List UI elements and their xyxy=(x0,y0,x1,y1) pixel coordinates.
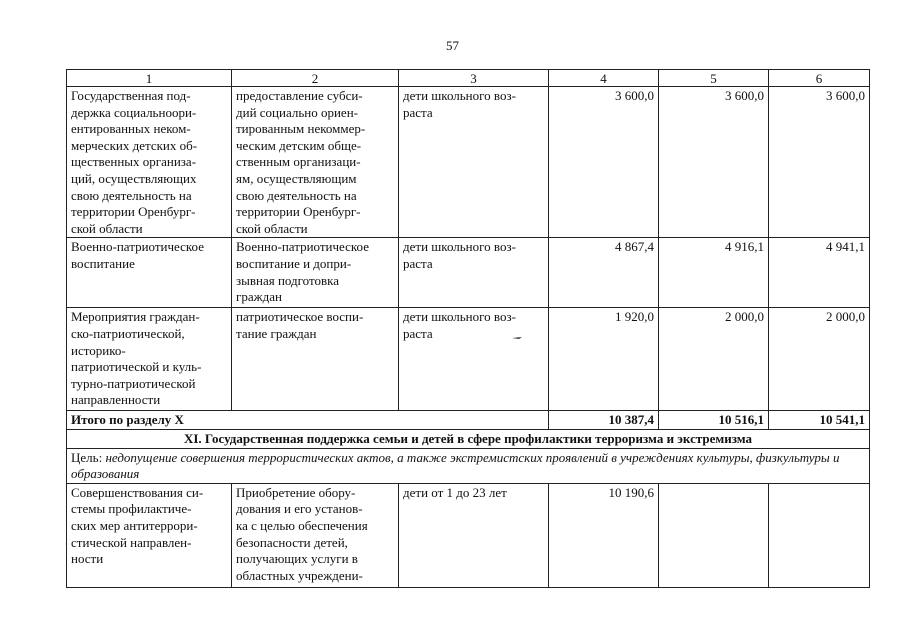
measure-content: предоставление субси- дий социально ориен- тированным некоммер- ческим детским обще- ственным организаци- ям, осуществляющим свою деятельность на территории Оренбург- ской области xyxy=(232,87,399,238)
section-title-row xyxy=(67,429,870,448)
section-total-row xyxy=(67,411,870,430)
column-header: 1 xyxy=(67,70,232,87)
target-group: дети школьного воз- раста xyxy=(399,308,549,411)
table-row xyxy=(67,238,870,308)
value-year-2 xyxy=(659,483,769,587)
column-header: 3 xyxy=(399,70,549,87)
target-group: дети школьного воз- раста xyxy=(399,238,549,308)
total-year-1: 10 387,4 xyxy=(549,411,659,430)
total-year-2: 10 516,1 xyxy=(659,411,769,430)
value-year-1: 3 600,0 xyxy=(549,87,659,238)
goal-row xyxy=(67,448,870,483)
table-header-row xyxy=(67,70,870,87)
table-row xyxy=(67,483,870,587)
column-header: 6 xyxy=(769,70,870,87)
measure-name: Совершенствования си- стемы профилактиче- ских мер антитеррори- стической направлен- ности xyxy=(67,483,232,587)
program-table xyxy=(66,69,870,588)
section-title: XI. Государственная поддержка семьи и детей в сфере профилактики терроризма и экстремизма xyxy=(67,429,870,448)
measure-content: Приобретение обору- дования и его установ- ка с целью обеспечения безопасности детей, получающих услуги в областных учреждени- xyxy=(232,483,399,587)
value-year-3: 2 000,0 xyxy=(769,308,870,411)
measure-name: Мероприятия граждан- ско-патриотической, историко- патриотической и куль- турно-патриотической направленности xyxy=(67,308,232,411)
goal-label: Цель: xyxy=(71,449,106,465)
value-year-1: 1 920,0 xyxy=(549,308,659,411)
value-year-1: 4 867,4 xyxy=(549,238,659,308)
value-year-1: 10 190,6 xyxy=(549,483,659,587)
goal-text: недопущение совершения террористических актов, а также экстремистских проявлений в учреждениях культуры, физкультуры и образования xyxy=(71,449,840,482)
table-row xyxy=(67,308,870,411)
page-number: 57 xyxy=(446,38,459,53)
target-group: дети от 1 до 23 лет xyxy=(399,483,549,587)
scan-mark xyxy=(512,336,522,340)
value-year-3: 3 600,0 xyxy=(769,87,870,238)
column-header: 2 xyxy=(232,70,399,87)
target-group: дети школьного воз- раста xyxy=(399,87,549,238)
total-label: Итого по разделу X xyxy=(67,411,549,430)
value-year-3 xyxy=(769,483,870,587)
value-year-2: 4 916,1 xyxy=(659,238,769,308)
measure-content: Военно-патриотическое воспитание и допри- зывная подготовка граждан xyxy=(232,238,399,308)
total-year-3: 10 541,1 xyxy=(769,411,870,430)
value-year-2: 3 600,0 xyxy=(659,87,769,238)
measure-name: Военно-патриотическое воспитание xyxy=(67,238,232,308)
table-row xyxy=(67,87,870,238)
column-header: 5 xyxy=(659,70,769,87)
value-year-3: 4 941,1 xyxy=(769,238,870,308)
goal-cell xyxy=(67,448,870,483)
value-year-2: 2 000,0 xyxy=(659,308,769,411)
measure-name: Государственная под- держка социальноори- ентированных неком- мерческих детских об- щественных организа- ций, осуществляющих свою деятельность на территории Оренбург- ской области xyxy=(67,87,232,238)
measure-content: патриотическое воспи- тание граждан xyxy=(232,308,399,411)
column-header: 4 xyxy=(549,70,659,87)
